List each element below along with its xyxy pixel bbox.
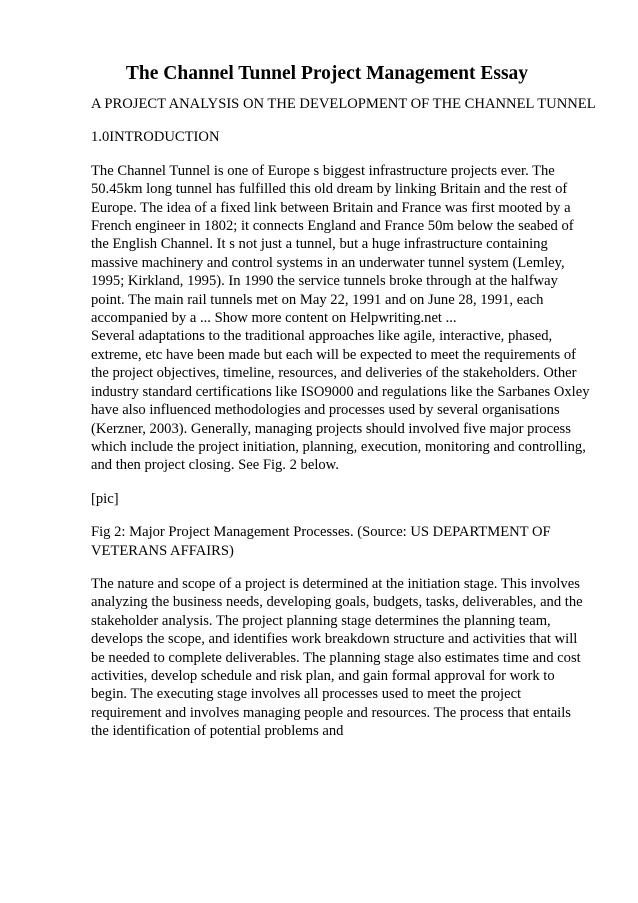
text-line: accompanied by a ... Show more content on Helpwriting.net ...: [91, 310, 457, 327]
text-line: have also influenced methodologies and processes used by several organisations: [91, 402, 560, 419]
text-line: analyzing the business needs, developing goals, budgets, tasks, deliverables, and the: [91, 594, 583, 611]
text-line: requirement and involves managing people and resources. The process that entails: [91, 704, 571, 721]
text-line: (Kerzner, 2003). Generally, managing projects should involved five major process: [91, 420, 571, 437]
figure-caption: [91, 523, 621, 560]
paragraph-intro: [91, 162, 621, 328]
paragraph-stages: [91, 575, 621, 741]
text-line: The Channel Tunnel is one of Europe s biggest infrastructure projects ever. The: [91, 162, 555, 179]
figure-placeholder: [pic]: [91, 490, 119, 507]
document-body: [91, 95, 621, 756]
text-line: VETERANS AFFAIRS): [91, 542, 234, 559]
text-line: Fig 2: Major Project Management Processes. (Source: US DEPARTMENT OF: [91, 524, 551, 541]
document-title: The Channel Tunnel Project Management Essay: [125, 63, 529, 84]
text-line: the project objectives, timeline, resources, and deliveries of the stakeholders. Other: [91, 365, 577, 382]
document-subtitle: A PROJECT ANALYSIS ON THE DEVELOPMENT OF THE CHANNEL TUNNEL: [91, 96, 596, 112]
text-line: the English Channel. It s not just a tunnel, but a huge infrastructure containing: [91, 236, 548, 253]
text-line: begin. The executing stage involves all processes used to meet the project: [91, 686, 522, 703]
text-line: industry standard certifications like ISO9000 and regulations like the Sarbanes Oxley: [91, 383, 590, 400]
text-line: develops the scope, and identifies work breakdown structure and activities that will: [91, 631, 578, 648]
text-line: and then project closing. See Fig. 2 below.: [91, 457, 339, 474]
text-line: The nature and scope of a project is determined at the initiation stage. This involves: [91, 575, 580, 592]
text-line: massive machinery and control systems in an underwater tunnel system (Lemley,: [91, 254, 565, 271]
text-line: the identification of potential problems and: [91, 723, 344, 740]
text-line: stakeholder analysis. The project planning stage determines the planning team,: [91, 612, 551, 629]
text-line: 50.45km long tunnel has fulfilled this old dream by linking Britain and the rest of: [91, 181, 568, 198]
text-line: French engineer in 1802; it connects England and France 50m below the seabed of: [91, 218, 574, 235]
text-line: activities, develop schedule and risk plan, and gain formal approval for work to: [91, 667, 555, 684]
text-line: point. The main rail tunnels met on May 22, 1991 and on June 28, 1991, each: [91, 291, 544, 308]
paragraph-adaptations: [91, 327, 621, 474]
text-line: 1995; Kirkland, 1995). In 1990 the service tunnels broke through at the halfway: [91, 273, 558, 290]
text-line: Several adaptations to the traditional approaches like agile, interactive, phased,: [91, 328, 553, 345]
text-line: extreme, etc have been made but each will be expected to meet the requirements of: [91, 346, 577, 363]
section-heading: 1.0INTRODUCTION: [91, 129, 220, 146]
text-line: Europe. The idea of a fixed link between Britain and France was first mooted by a: [91, 199, 571, 216]
text-line: be needed to complete deliverables. The planning stage also estimates time and cost: [91, 649, 581, 666]
text-line: which include the project initiation, planning, execution, monitoring and controlling,: [91, 438, 586, 455]
